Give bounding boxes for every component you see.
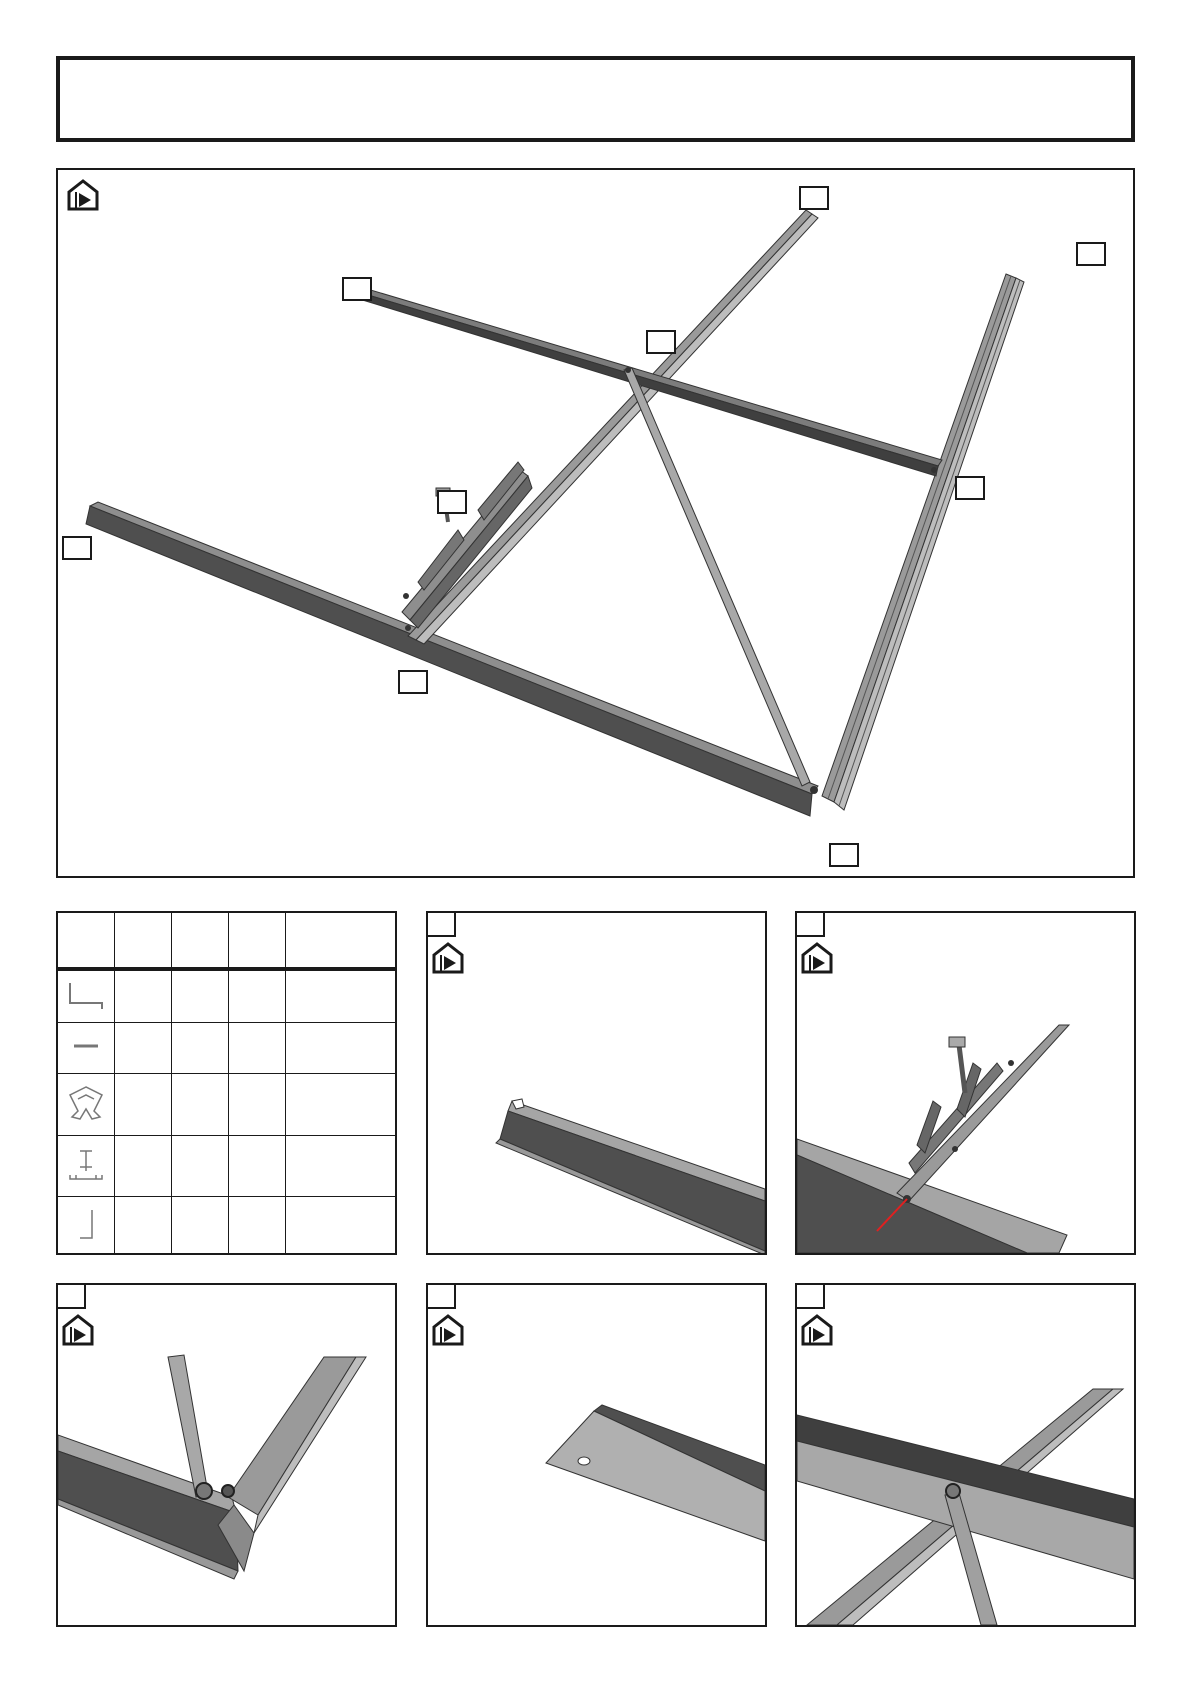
table-row bbox=[57, 969, 396, 1022]
l-profile-icon bbox=[57, 969, 114, 1022]
table-cell bbox=[171, 1197, 228, 1254]
table-cell bbox=[285, 1022, 396, 1073]
crossing-beams-drawing bbox=[797, 1285, 1134, 1625]
table-cell bbox=[228, 1074, 285, 1136]
table-cell bbox=[114, 1135, 171, 1197]
table-cell bbox=[285, 1135, 396, 1197]
parts-header-cell bbox=[285, 912, 396, 969]
table-row bbox=[57, 1197, 396, 1254]
table-cell bbox=[171, 969, 228, 1022]
bracket-handle-drawing bbox=[797, 913, 1134, 1253]
table-cell bbox=[171, 1074, 228, 1136]
callout-f bbox=[437, 490, 467, 514]
callout-c bbox=[342, 277, 372, 301]
table-cell bbox=[114, 969, 171, 1022]
corner-joint-drawing bbox=[58, 1285, 395, 1625]
parts-header-cell bbox=[114, 912, 171, 969]
callout-i bbox=[829, 843, 859, 867]
detail-panel-4 bbox=[426, 1283, 767, 1627]
beam-hole-drawing bbox=[428, 1285, 765, 1625]
callout-h bbox=[398, 670, 428, 694]
corner-bracket-icon bbox=[57, 1074, 114, 1136]
table-cell bbox=[228, 1022, 285, 1073]
table-row bbox=[57, 1135, 396, 1197]
parts-header-cell bbox=[228, 912, 285, 969]
table-cell bbox=[171, 1022, 228, 1073]
table-cell bbox=[228, 1135, 285, 1197]
table-cell bbox=[285, 1197, 396, 1254]
table-cell bbox=[228, 1197, 285, 1254]
parts-header-cell bbox=[57, 912, 114, 969]
callout-e bbox=[955, 476, 985, 500]
table-cell bbox=[171, 1135, 228, 1197]
title-box bbox=[56, 56, 1135, 142]
table-row bbox=[57, 1074, 396, 1136]
detail-panel-3 bbox=[56, 1283, 397, 1627]
callout-b bbox=[1076, 242, 1106, 266]
detail-panel-1 bbox=[426, 911, 767, 1255]
beam-end-drawing bbox=[428, 913, 765, 1253]
callout-g bbox=[62, 536, 92, 560]
flat-bar-icon bbox=[57, 1022, 114, 1073]
detail-panel-5 bbox=[795, 1283, 1136, 1627]
callout-a bbox=[799, 186, 829, 210]
parts-table bbox=[56, 911, 397, 1255]
frame-assembly-drawing bbox=[58, 170, 1133, 876]
table-cell bbox=[114, 1197, 171, 1254]
detail-panel-2 bbox=[795, 911, 1136, 1255]
bolt-set-icon bbox=[57, 1135, 114, 1197]
table-cell bbox=[114, 1074, 171, 1136]
table-cell bbox=[285, 969, 396, 1022]
table-row bbox=[57, 1022, 396, 1073]
main-assembly-diagram bbox=[56, 168, 1135, 878]
table-cell bbox=[285, 1074, 396, 1136]
table-cell bbox=[114, 1022, 171, 1073]
table-cell bbox=[228, 969, 285, 1022]
callout-d bbox=[646, 330, 676, 354]
angle-icon bbox=[57, 1197, 114, 1254]
parts-header-cell bbox=[171, 912, 228, 969]
